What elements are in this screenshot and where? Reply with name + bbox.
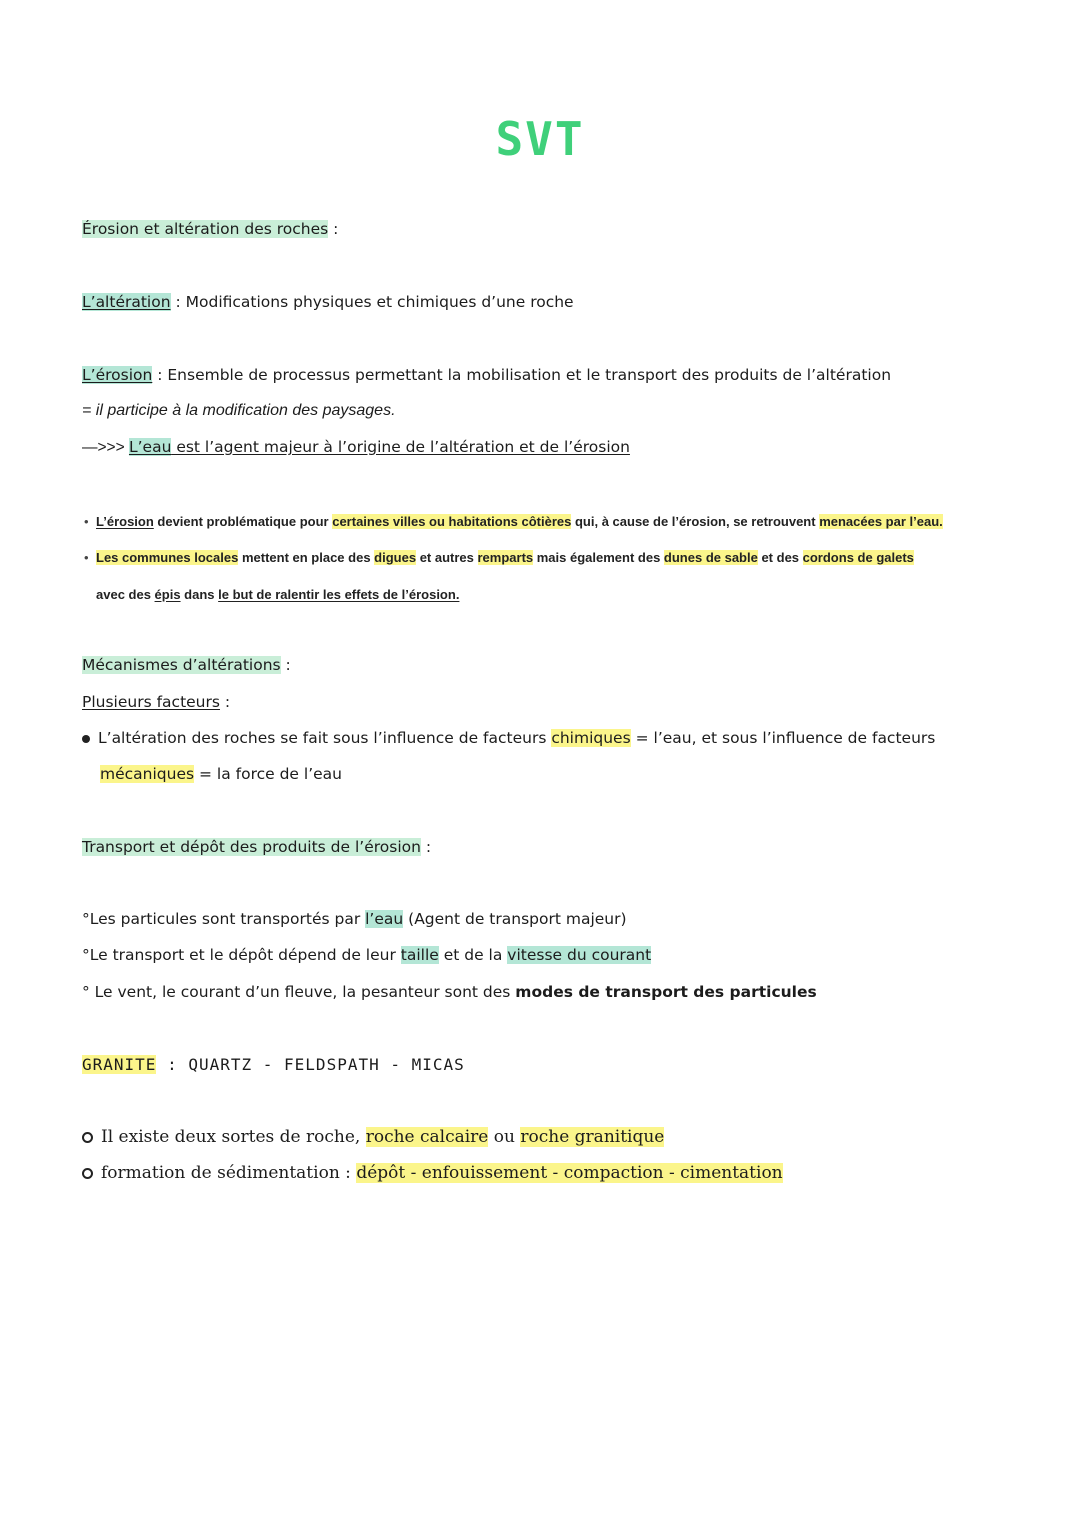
- facteurs-text-2: = l’eau, et sous l’influence de facteurs: [630, 729, 936, 747]
- b3-term-epis: épis: [154, 587, 181, 602]
- highlight-taille: taille: [400, 946, 439, 964]
- heading-colon: :: [328, 220, 339, 238]
- bullet-dot: •: [84, 514, 89, 529]
- b1-text: devient problématique pour: [153, 514, 333, 529]
- b2-highlight-remparts: remparts: [477, 550, 534, 565]
- heading-label: Érosion et altération des roches: [82, 220, 329, 238]
- erosion-note: = il participe à la modification des paysages.: [82, 402, 396, 419]
- definition-alteration: [82, 293, 574, 311]
- definition-text: : Modifications physiques et chimiques d’une roche: [170, 293, 574, 311]
- b1-highlight-cities: certaines villes ou habitations côtières: [332, 514, 572, 529]
- facteurs-line-2: [100, 765, 342, 783]
- hand-text-2: ou: [488, 1127, 521, 1147]
- b2-text-4: et des: [757, 550, 803, 565]
- highlight-eau: l’eau: [365, 910, 404, 928]
- b1-text-2: qui, à cause de l’érosion, se retrouvent: [571, 514, 820, 529]
- facteurs-line-1: [82, 729, 935, 747]
- definition-text: : Ensemble de processus permettant la mobilisation et le transport des produits de l’altération: [152, 366, 892, 384]
- transport-text: °Le transport et le dépôt dépend de leur: [82, 946, 401, 964]
- facteurs-label: Plusieurs facteurs: [82, 693, 220, 711]
- b2-highlight-communes: Les communes locales: [96, 550, 239, 565]
- highlight-chimiques: chimiques: [551, 729, 631, 747]
- heading-erosion-alteration: [82, 220, 338, 238]
- handwritten-line-1: [82, 1127, 664, 1147]
- facteurs-label-line: [82, 693, 230, 711]
- transport-text-2: et de la: [438, 946, 508, 964]
- b2-text-2: et autres: [416, 550, 478, 565]
- erosion-agent-line: [82, 438, 630, 457]
- b2-text: mettent en place des: [238, 550, 375, 565]
- heading-colon: :: [420, 838, 432, 856]
- facteurs-text: L’altération des roches se fait sous l’influence de facteurs: [98, 729, 552, 747]
- bullet-dot: •: [84, 550, 89, 565]
- bullet-icon: [82, 1168, 93, 1179]
- transport-line-1: [82, 910, 627, 928]
- heading-label: Mécanismes d’altérations: [82, 656, 281, 674]
- transport-text: ° Le vent, le courant d’un fleuve, la pesanteur sont des: [82, 983, 516, 1001]
- transport-line-2: [82, 946, 651, 964]
- b2-highlight-digues: digues: [374, 550, 417, 565]
- bullet-erosion-problem: [96, 514, 943, 529]
- b3-text-2: dans: [180, 587, 219, 602]
- transport-text: °Les particules sont transportés par: [82, 910, 366, 928]
- highlight-vitesse: vitesse du courant: [507, 946, 652, 964]
- hand-text: Il existe deux sortes de roche,: [101, 1127, 366, 1147]
- definition-erosion: [82, 366, 891, 384]
- handwritten-line-2: [82, 1163, 783, 1183]
- page-title: SVT: [495, 112, 585, 166]
- highlight-calcaire: roche calcaire: [365, 1127, 489, 1147]
- granite-line: [82, 1055, 465, 1074]
- b3-text: avec des: [96, 587, 155, 602]
- facteurs-colon: :: [219, 693, 231, 711]
- transport-line-3: [82, 983, 817, 1001]
- heading-transport: [82, 838, 431, 856]
- b2-highlight-dunes: dunes de sable: [663, 550, 758, 565]
- heading-mecanismes: [82, 656, 291, 674]
- b2-text-3: mais également des: [533, 550, 664, 565]
- highlight-granite: GRANITE: [82, 1055, 157, 1074]
- b1-term: L’érosion: [96, 514, 154, 529]
- agent-water: L’eau: [128, 438, 172, 456]
- bold-modes: modes de transport des particules: [515, 983, 817, 1001]
- highlight-granitique: roche granitique: [520, 1127, 665, 1147]
- b3-goal: le but de ralentir les effets de l’érosion.: [218, 587, 460, 602]
- bullet-icon: [82, 1132, 93, 1143]
- arrow-marker: —>>>: [82, 439, 129, 456]
- bullet-icon: [82, 735, 90, 743]
- b2-highlight-galets: cordons de galets: [802, 550, 914, 565]
- hand-text: formation de sédimentation :: [101, 1163, 357, 1183]
- heading-colon: :: [280, 656, 291, 674]
- bullet-communes: [96, 550, 914, 565]
- facteurs-text-3: = la force de l’eau: [194, 765, 342, 783]
- agent-text: est l’agent majeur à l’origine de l’altération et de l’érosion: [171, 438, 630, 456]
- bullet-communes-continued: [96, 587, 459, 602]
- heading-label: Transport et dépôt des produits de l’érosion: [82, 838, 421, 856]
- highlight-mecaniques: mécaniques: [100, 765, 195, 783]
- b1-highlight-threat: menacées par l’eau.: [819, 514, 943, 529]
- transport-text-2: (Agent de transport majeur): [403, 910, 627, 928]
- term-erosion: L’érosion: [82, 366, 153, 384]
- term-alteration: L’altération: [82, 293, 171, 311]
- highlight-sedimentation-steps: dépôt - enfouissement - compaction - cimentation: [356, 1163, 783, 1183]
- granite-minerals: : QUARTZ - FELDSPATH - MICAS: [156, 1055, 465, 1074]
